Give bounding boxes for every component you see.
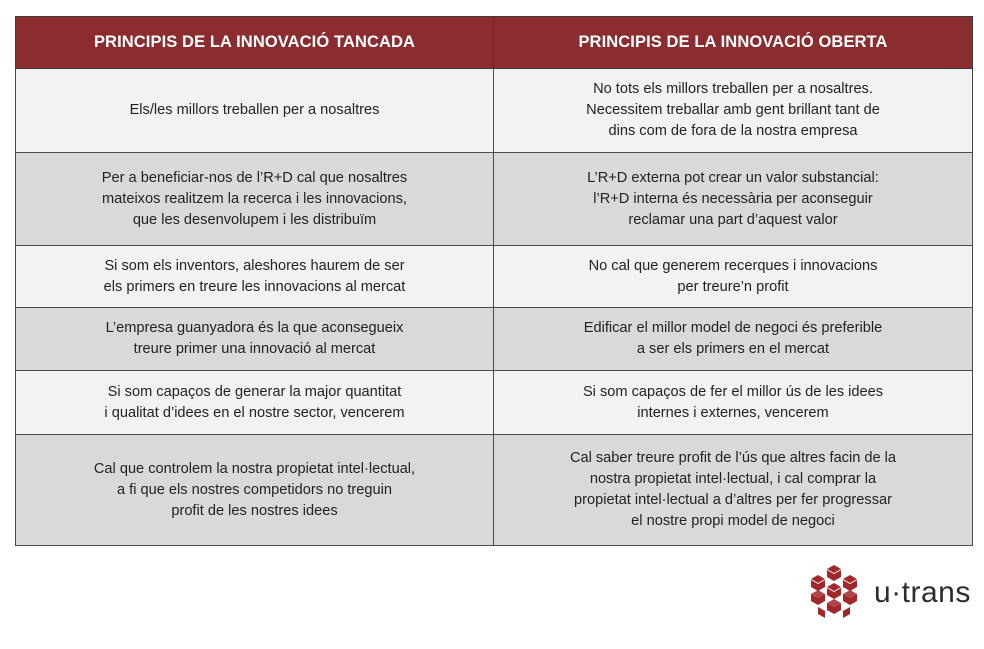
table-header-row <box>16 17 973 69</box>
open-principle-cell: No cal que generem recerques i innovacions per treure’n profit <box>494 246 973 308</box>
closed-principle-cell: Els/les millors treballen per a nosaltres <box>16 69 494 153</box>
table-row <box>16 153 973 246</box>
table-row <box>16 371 973 435</box>
table-row <box>16 308 973 371</box>
table-row <box>16 435 973 546</box>
header-closed-innovation: PRINCIPIS DE LA INNOVACIÓ TANCADA <box>16 17 494 69</box>
u-trans-cube-logo-icon <box>804 563 864 623</box>
table-row <box>16 246 973 308</box>
table-row <box>16 69 973 153</box>
open-principle-cell: Edificar el millor model de negoci és preferible a ser els primers en el mercat <box>494 308 973 371</box>
closed-principle-cell: L’empresa guanyadora és la que aconsegueix treure primer una innovació al mercat <box>16 308 494 371</box>
closed-principle-cell: Si som els inventors, aleshores haurem de ser els primers en treure les innovacions al mercat <box>16 246 494 308</box>
closed-principle-cell: Si som capaços de generar la major quantitat i qualitat d’idees en el nostre sector, vencerem <box>16 371 494 435</box>
header-open-innovation: PRINCIPIS DE LA INNOVACIÓ OBERTA <box>494 17 973 69</box>
principles-table <box>15 16 973 546</box>
open-principle-cell: Cal saber treure profit de l’ús que altres facin de la nostra propietat intel·lectual, i cal comprar la propietat intel·lectual a d’altres per fer progressar el nostre propi model de negoci <box>494 435 973 546</box>
open-principle-cell: No tots els millors treballen per a nosaltres. Necessitem treballar amb gent brillant tant de dins com de fora de la nostra empresa <box>494 69 973 153</box>
u-trans-logo-text: u·trans <box>874 576 971 609</box>
closed-principle-cell: Per a beneficiar-nos de l’R+D cal que nosaltres mateixos realitzem la recerca i les innovacions, que les desenvolupem i les distribuïm <box>16 153 494 246</box>
closed-principle-cell: Cal que controlem la nostra propietat intel·lectual, a fi que els nostres competidors no treguin profit de les nostres idees <box>16 435 494 546</box>
open-principle-cell: Si som capaços de fer el millor ús de les idees internes i externes, vencerem <box>494 371 973 435</box>
u-trans-logo <box>804 563 972 623</box>
open-principle-cell: L’R+D externa pot crear un valor substancial: l’R+D interna és necessària per aconseguir reclamar una part d’aquest valor <box>494 153 973 246</box>
